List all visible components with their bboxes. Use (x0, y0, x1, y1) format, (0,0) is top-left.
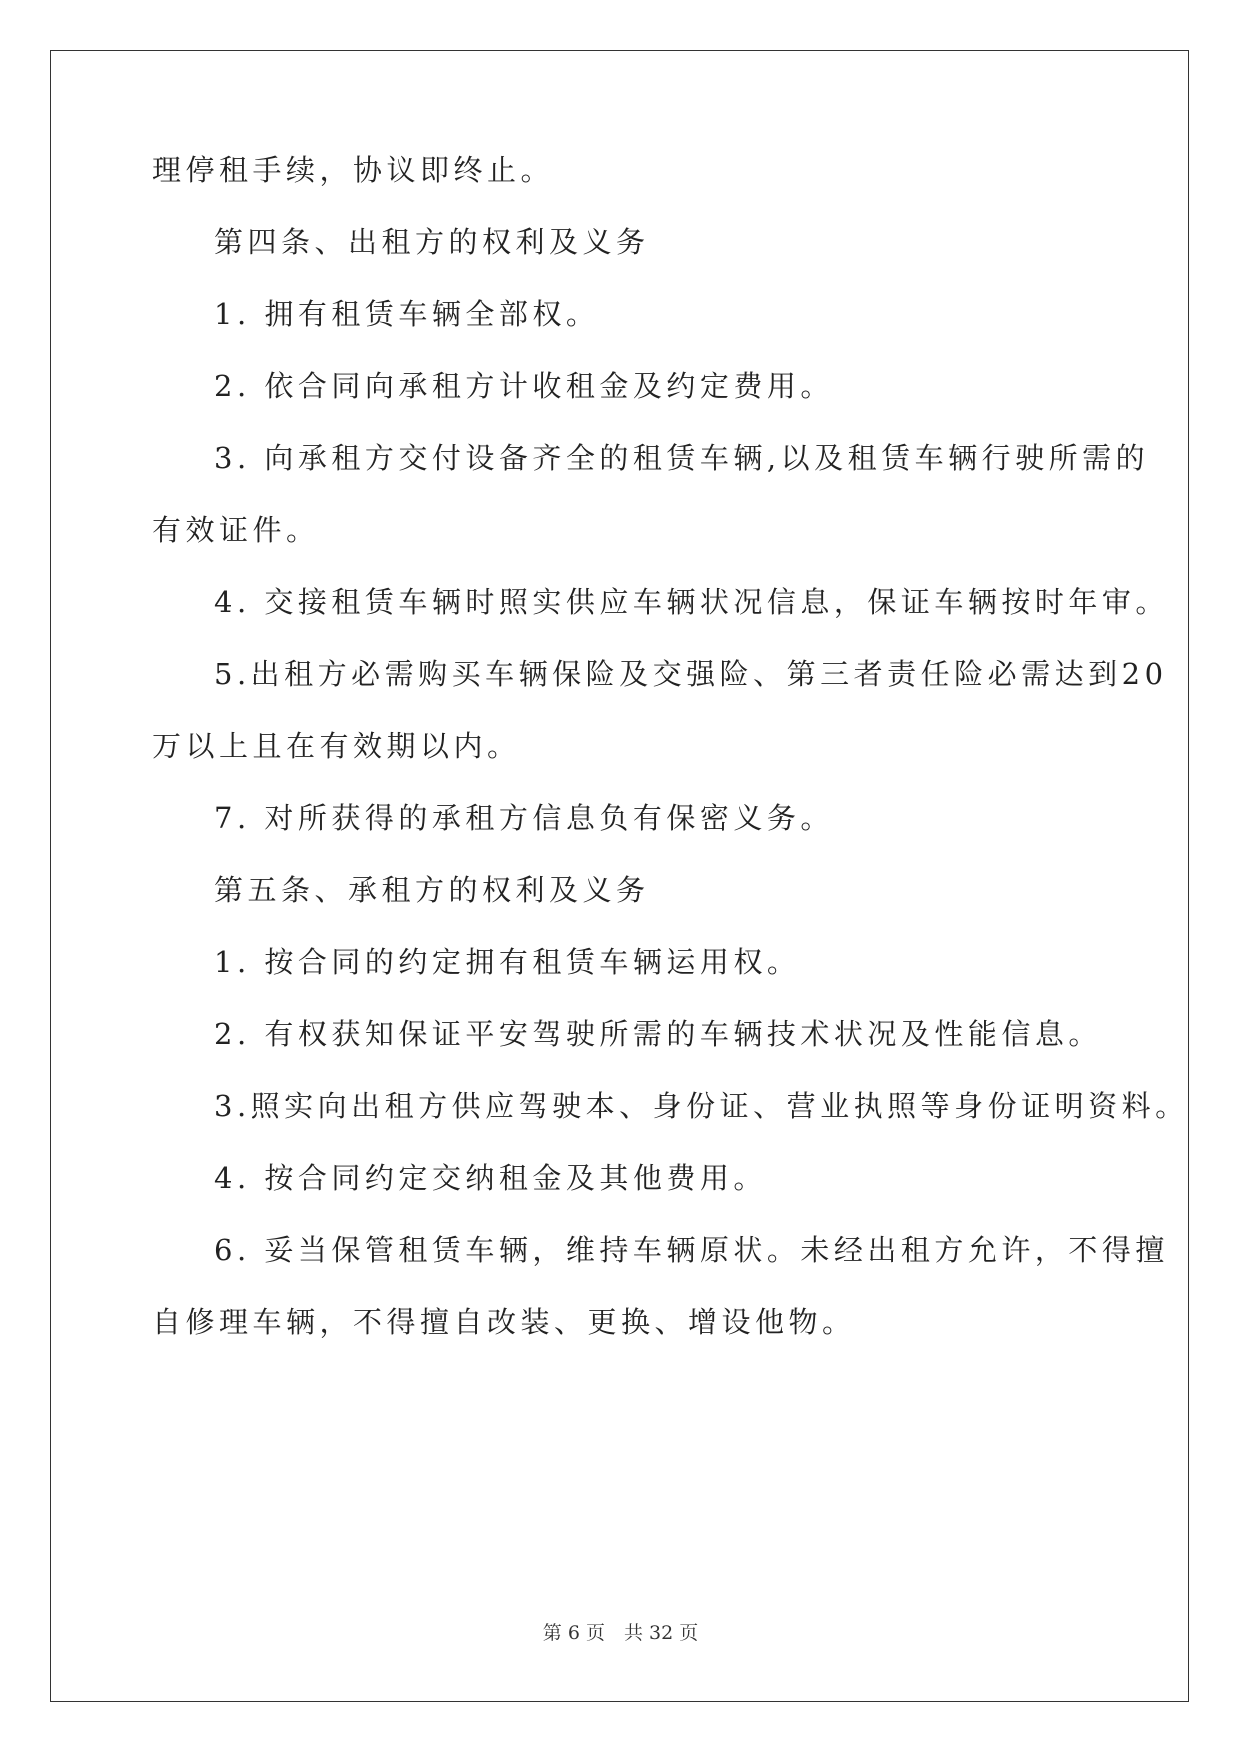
list-item: 6. 妥当保管租赁车辆，维持车辆原状。未经出租方允许，不得擅 (214, 1233, 1169, 1267)
paragraph-line: 理停租手续，协议即终止。 (152, 153, 555, 187)
list-item: 7. 对所获得的承租方信息负有保密义务。 (214, 801, 834, 835)
list-item: 5.出租方必需购买车辆保险及交强险、第三者责任险必需达到20 (214, 657, 1168, 691)
section-heading: 第五条、承租方的权利及义务 (214, 873, 650, 907)
list-item: 3. 向承租方交付设备齐全的租赁车辆,以及租赁车辆行驶所需的 (214, 441, 1150, 475)
list-item: 4. 按合同约定交纳租金及其他费用。 (214, 1161, 767, 1195)
list-item-continuation: 自修理车辆，不得擅自改装、更换、增设他物。 (152, 1305, 856, 1339)
list-item: 3.照实向出租方供应驾驶本、身份证、营业执照等身份证明资料。 (214, 1089, 1189, 1123)
list-item: 1. 按合同的约定拥有租赁车辆运用权。 (214, 945, 801, 979)
list-item: 4. 交接租赁车辆时照实供应车辆状况信息，保证车辆按时年审。 (214, 585, 1169, 619)
section-heading: 第四条、出租方的权利及义务 (214, 225, 650, 259)
list-item: 2. 有权获知保证平安驾驶所需的车辆技术状况及性能信息。 (214, 1017, 1102, 1051)
list-item-continuation: 有效证件。 (152, 513, 320, 547)
list-item: 1. 拥有租赁车辆全部权。 (214, 297, 600, 331)
list-item-continuation: 万以上且在有效期以内。 (152, 729, 521, 763)
list-item: 2. 依合同向承租方计收租金及约定费用。 (214, 369, 834, 403)
page-number-footer: 第 6 页 共 32 页 (542, 1622, 699, 1644)
